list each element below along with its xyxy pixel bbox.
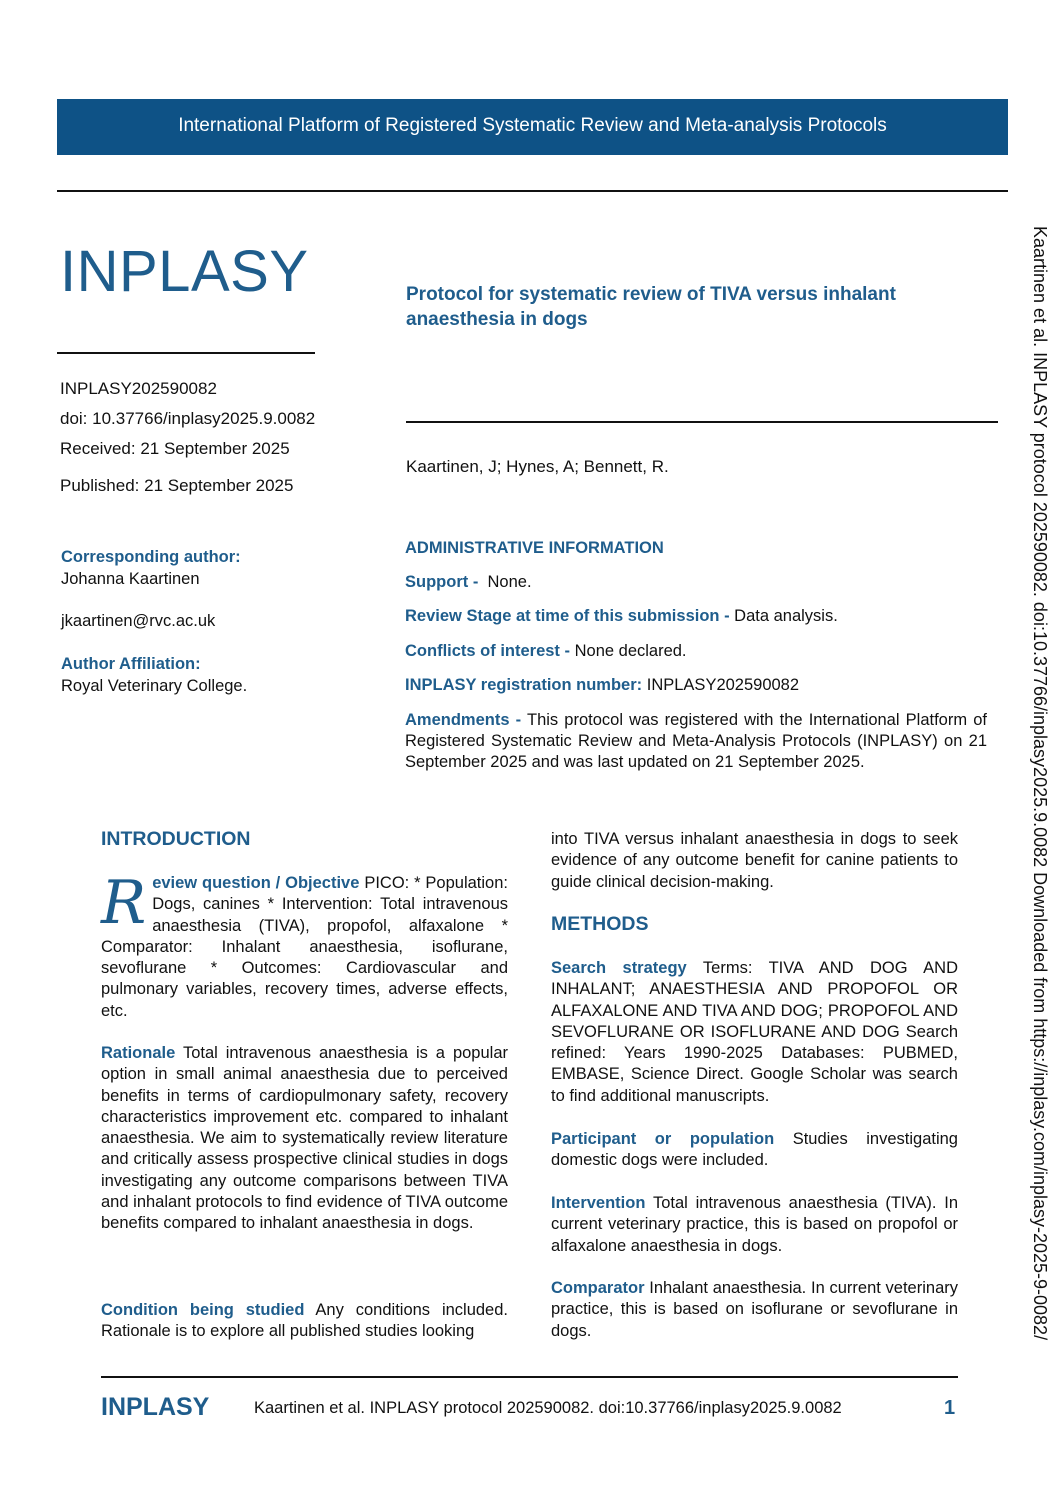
affiliation: Royal Veterinary College. [61,677,248,695]
regnum-label: INPLASY registration number: [405,676,643,694]
corresponding-author-name: Johanna Kaartinen [61,570,200,588]
side-citation-strip [1028,226,1050,1356]
author-email: jkaartinen@rvc.ac.uk [61,612,216,630]
participant-label: Participant or population [551,1130,775,1148]
review-question-label: eview question / Objective [152,874,360,892]
stage-value: Data analysis. [734,607,838,625]
published-date: Published: 21 September 2025 [60,476,294,495]
condition-paragraph [101,1300,508,1343]
support-label: Support - [405,573,479,591]
intervention-text: Total intravenous anaesthesia (TIVA). In current veterinary practice, this is based on propofol or alfaxalone anaesthesia in dogs. [551,1194,959,1255]
author-list: Kaartinen, J; Hynes, A; Bennett, R. [406,457,669,476]
admin-amendments [405,710,987,773]
affiliation-label: Author Affiliation: [61,655,201,673]
comparator-label: Comparator [551,1279,645,1297]
admin-conflicts [405,641,987,662]
search-strategy-label: Search strategy [551,959,687,977]
condition-continued: into TIVA versus inhalant anaesthesia in dogs to seek evidence of any outcome benefit for canine patients to guide clinical decision-making. [551,830,958,891]
footer-rule [101,1376,958,1378]
support-value: None. [487,573,532,591]
intervention-label: Intervention [551,1194,646,1212]
comparator-paragraph [551,1278,958,1342]
admin-support [405,572,987,593]
intervention-paragraph [551,1193,958,1257]
review-question-text: PICO: * Population: Dogs, canines * Intervention: Total intravenous anaesthesia (TIVA), propofol, alfaxalone * Comparator: Inhalant anaesthesia, isoflurane, sevoflurane * Outcomes: Cardiovascular and pulmonary variables, recovery times, adverse effects, etc. [101,874,508,1020]
condition-text: Any conditions included. Rationale is to explore all published studies looking [101,1301,508,1341]
paper-title: Protocol for systematic review of TIVA versus inhalant anaesthesia in dogs [406,284,896,330]
received-date: Received: 21 September 2025 [60,439,290,458]
search-strategy-paragraph [551,958,958,1107]
search-strategy-text: Terms: TIVA AND DOG AND INHALANT; ANAESTHESIA AND PROPOFOL OR ALFAXALONE AND TIVA AND DOG; PROPOFOL AND SEVOFLURANE OR ISOFLURANE AND DOG Search refined: Years 1990-2025 Databases: PUBMED, EMBASE, Science Direct. Google Scholar was search to find additional manuscripts. [551,959,958,1105]
admin-heading: ADMINISTRATIVE INFORMATION [405,539,664,557]
rationale-paragraph [101,1043,508,1235]
rationale-text: Total intravenous anaesthesia is a popular option in small animal anaesthesia due to perceived benefits in terms of cardiopulmonary safety, recovery characteristics improvement etc. compared to inhalant anaesthesia. We aim to systematically review literature and critically assess prospective clinical studies in dogs investigating any outcome comparisons between TIVA and inhalant protocols to find evidence of TIVA outcome benefits compared to inhalant anaesthesia in dogs. [101,1044,508,1233]
amend-label: Amendments - [405,711,522,729]
participant-text: Studies investigating domestic dogs were included. [551,1130,958,1170]
protocol-id: INPLASY202590082 [60,379,217,398]
footer-citation: Kaartinen et al. INPLASY protocol 202590082. doi:10.37766/inplasy2025.9.0082 [254,1399,842,1417]
comparator-text: Inhalant anaesthesia. In current veterinary practice, this is based on isoflurane or sevoflurane in dogs. [551,1279,958,1340]
title-rule [406,421,998,423]
introduction-heading: INTRODUCTION [101,828,251,850]
conflicts-value: None declared. [574,642,687,660]
condition-label: Condition being studied [101,1301,305,1319]
admin-review-stage [405,606,987,627]
rationale-label: Rationale [101,1044,176,1062]
header-rule [57,190,1008,192]
stage-label: Review Stage at time of this submission - [405,607,730,625]
participant-paragraph [551,1129,958,1172]
banner-title: International Platform of Registered Systematic Review and Meta-analysis Protocols [178,115,887,136]
brand-rule [57,352,315,354]
brand-logo-text: INPLASY [60,239,309,304]
review-question-paragraph [101,868,508,1022]
doi: doi: 10.37766/inplasy2025.9.0082 [60,409,316,428]
admin-registration-number [405,675,987,696]
corresponding-author-label: Corresponding author: [61,548,241,566]
drop-cap: R [101,868,147,938]
page-number: 1 [944,1397,956,1419]
amend-value: This protocol was registered with the International Platform of Registered Systematic Review and Meta-Analysis Protocols (INPLASY) on 21 September 2025 and was last updated on 21 September 2025. [405,711,987,771]
footer-brand: INPLASY [101,1393,210,1421]
regnum-value: INPLASY202590082 [646,676,800,694]
conflicts-label: Conflicts of interest - [405,642,571,660]
side-citation: Kaartinen et al. INPLASY protocol 202590082. doi:10.37766/inplasy2025.9.0082 Downloaded from https://inplasy.com/inplasy-2025-9-0082/ [1030,226,1050,1341]
methods-heading: METHODS [551,913,649,935]
